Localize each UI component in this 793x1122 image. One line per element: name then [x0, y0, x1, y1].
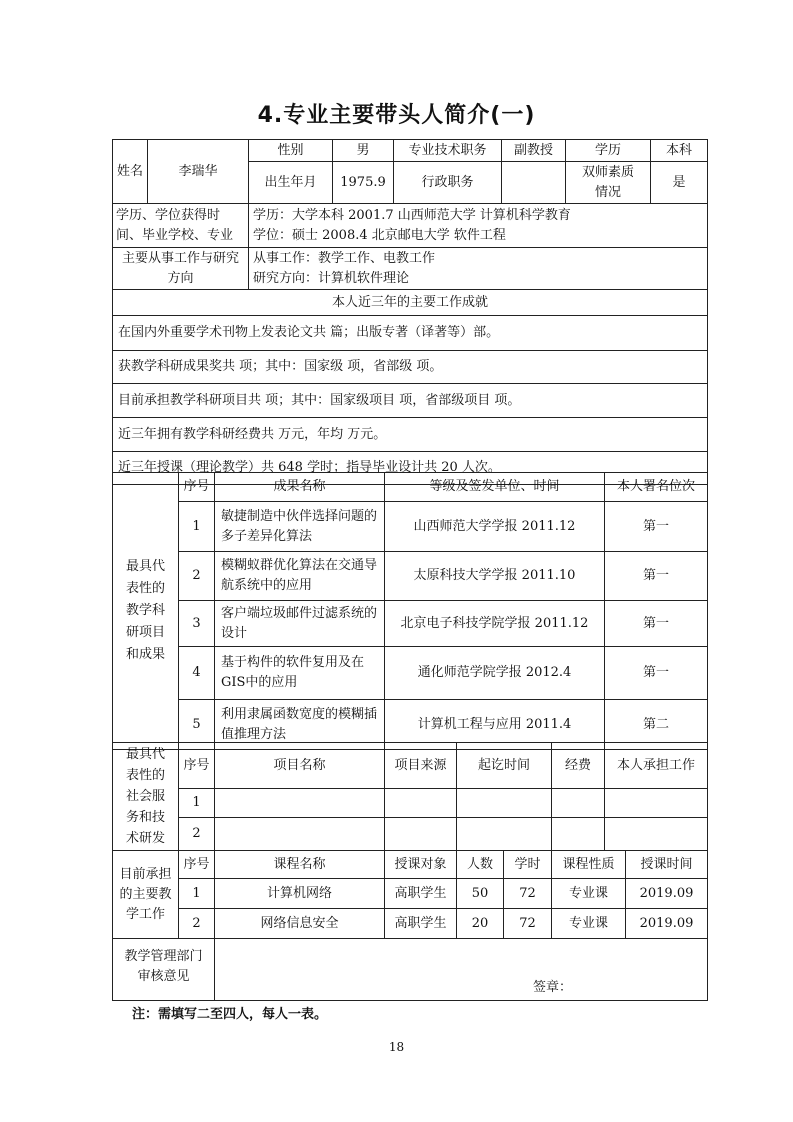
course-row-1-no: 1: [178, 878, 215, 909]
service-label: [112, 742, 179, 851]
representative-label-text: 最具代表性的教学科研项目和成果: [125, 559, 165, 662]
course-row-2-nature: 专业课: [551, 908, 626, 939]
degree-line-2: 学位：硕士 2008.4 北京邮电大学 软件工程: [253, 227, 506, 243]
page-number: 18: [388, 1040, 405, 1054]
review-label: [112, 938, 215, 1001]
course-row-2-hours: 72: [503, 908, 552, 939]
projects-row: 目前承担教学科研项目共 项；其中：国家级项目 项，省部级项目 项。: [112, 383, 708, 418]
course-row-1-target: 高职学生: [384, 878, 457, 909]
course-header-name: 课程名称: [214, 850, 385, 879]
work-label-text: 主要从事工作与研究方向: [121, 250, 239, 286]
name-label: [112, 139, 148, 204]
course-row-1-hours: 72: [503, 878, 552, 909]
education-value: 本科: [650, 139, 708, 162]
svc-header-role: 本人承担工作: [604, 742, 708, 789]
degree-value: [248, 203, 708, 248]
rep-header-name: 成果名称: [214, 472, 385, 502]
rep-row-3-no: 3: [178, 600, 215, 647]
work-value: [248, 247, 708, 290]
degree-label-text: 学历、学位获得时间、毕业学校、专业: [116, 207, 234, 243]
service-label-text: 最具代表性的社会服务和技术研发: [125, 747, 165, 846]
svc-row-1-name: [214, 788, 385, 818]
svc-row-2-period: [456, 817, 552, 851]
review-label-text: 教学管理部门审核意见: [124, 949, 203, 984]
gender-value: 男: [332, 139, 394, 162]
rep-header-rank: 本人署名位次: [604, 472, 708, 502]
page-title: 4.专业主要带头人简介(一): [257, 103, 536, 128]
rep-header-issuer: 等级及签发单位、时间: [384, 472, 605, 502]
rep-row-3-rank: 第一: [604, 600, 708, 647]
course-row-1-time: 2019.09: [625, 878, 708, 909]
svc-header-period: 起讫时间: [456, 742, 552, 789]
rep-row-1-name: 敏捷制造中伙伴选择问题的多子差异化算法: [214, 501, 385, 552]
course-header-target: 授课对象: [384, 850, 457, 879]
svc-header-funds: 经费: [551, 742, 605, 789]
rep-row-3-name: 客户端垃圾邮件过滤系统的设计: [214, 600, 385, 647]
courses-label-text: 目前承担的主要教学工作: [119, 866, 172, 922]
achievements-header: 本人近三年的主要工作成就: [112, 289, 708, 316]
svc-row-1-no: 1: [178, 788, 215, 818]
work-label: [112, 247, 249, 290]
svc-row-2-source: [384, 817, 457, 851]
work-line-1: 从事工作：教学工作、电教工作: [253, 250, 436, 266]
rep-row-2-rank: 第一: [604, 551, 708, 601]
course-header-no: 序号: [178, 850, 215, 879]
tech-title-value: 副教授: [501, 139, 566, 162]
svc-row-1-period: [456, 788, 552, 818]
tech-title-label: 专业技术职务: [393, 139, 502, 162]
dual-value: 是: [650, 161, 708, 204]
svc-row-1-source: [384, 788, 457, 818]
course-row-1-nature: 专业课: [551, 878, 626, 909]
course-header-nature: 课程性质: [551, 850, 626, 879]
course-row-1-name: 计算机网络: [214, 878, 385, 909]
work-line-2: 研究方向：计算机软件理论: [253, 270, 410, 286]
course-row-2-name: 网络信息安全: [214, 908, 385, 939]
course-row-2-time: 2019.09: [625, 908, 708, 939]
course-row-2-target: 高职学生: [384, 908, 457, 939]
course-row-2-no: 2: [178, 908, 215, 939]
svc-row-2-name: [214, 817, 385, 851]
rep-row-2-name: 模糊蚁群优化算法在交通导航系统中的应用: [214, 551, 385, 601]
rep-row-5-rank: 第二: [604, 699, 708, 750]
svc-header-no: 序号: [178, 742, 215, 789]
course-row-1-count: 50: [456, 878, 504, 909]
name-value: 李瑞华: [147, 139, 249, 204]
dual-label-text: 双师素质情况: [581, 164, 634, 200]
course-header-time: 授课时间: [625, 850, 708, 879]
dual-label: [565, 161, 651, 204]
rep-row-3-issuer: 北京电子科技学院学报 2011.12: [384, 600, 605, 647]
rep-row-5-name: 利用隶属函数宽度的模糊插值推理方法: [214, 699, 385, 750]
svc-header-name: 项目名称: [214, 742, 385, 789]
rep-row-5-no: 5: [178, 699, 215, 750]
signature-label: 签章：: [532, 980, 572, 995]
rep-row-1-rank: 第一: [604, 501, 708, 552]
papers-row: 在国内外重要学术刊物上发表论文共 篇；出版专著（译著等）部。: [112, 315, 708, 351]
review-box: [214, 938, 708, 1001]
gender-label: 性别: [248, 139, 333, 162]
rep-row-2-issuer: 太原科技大学学报 2011.10: [384, 551, 605, 601]
svc-row-2-funds: [551, 817, 605, 851]
admin-value: [501, 161, 566, 204]
svc-row-2-no: 2: [178, 817, 215, 851]
rep-header-no: 序号: [178, 472, 215, 502]
name-label-text: 姓名: [117, 163, 144, 179]
footnote: 注：需填写二至四人，每人一表。: [132, 1007, 328, 1022]
admin-label: 行政职务: [393, 161, 502, 204]
awards-row: 获教学科研成果奖共 项；其中：国家级 项，省部级 项。: [112, 350, 708, 384]
rep-row-5-issuer: 计算机工程与应用 2011.4: [384, 699, 605, 750]
rep-row-4-no: 4: [178, 646, 215, 700]
birth-value: 1975.9: [332, 161, 394, 204]
rep-row-2-no: 2: [178, 551, 215, 601]
degree-label: [112, 203, 249, 248]
svc-row-1-role: [604, 788, 708, 818]
svc-row-2-role: [604, 817, 708, 851]
teaching-row: 近三年授课（理论教学）共 648 学时；指导毕业设计共 20 人次。: [112, 451, 708, 485]
course-header-hours: 学时: [503, 850, 552, 879]
education-label: 学历: [565, 139, 651, 162]
rep-row-4-rank: 第一: [604, 646, 708, 700]
course-header-count: 人数: [456, 850, 504, 879]
rep-row-4-name: 基于构件的软件复用及在GIS中的应用: [214, 646, 385, 700]
representative-label: [112, 472, 179, 750]
course-row-2-count: 20: [456, 908, 504, 939]
funding-row: 近三年拥有教学科研经费共 万元，年均 万元。: [112, 417, 708, 452]
svc-row-1-funds: [551, 788, 605, 818]
rep-row-1-issuer: 山西师范大学学报 2011.12: [384, 501, 605, 552]
rep-row-4-issuer: 通化师范学院学报 2012.4: [384, 646, 605, 700]
rep-row-1-no: 1: [178, 501, 215, 552]
courses-label: [112, 850, 179, 939]
degree-line-1: 学历：大学本科 2001.7 山西师范大学 计算机科学教育: [253, 207, 571, 223]
svc-header-source: 项目来源: [384, 742, 457, 789]
birth-label: 出生年月: [248, 161, 333, 204]
